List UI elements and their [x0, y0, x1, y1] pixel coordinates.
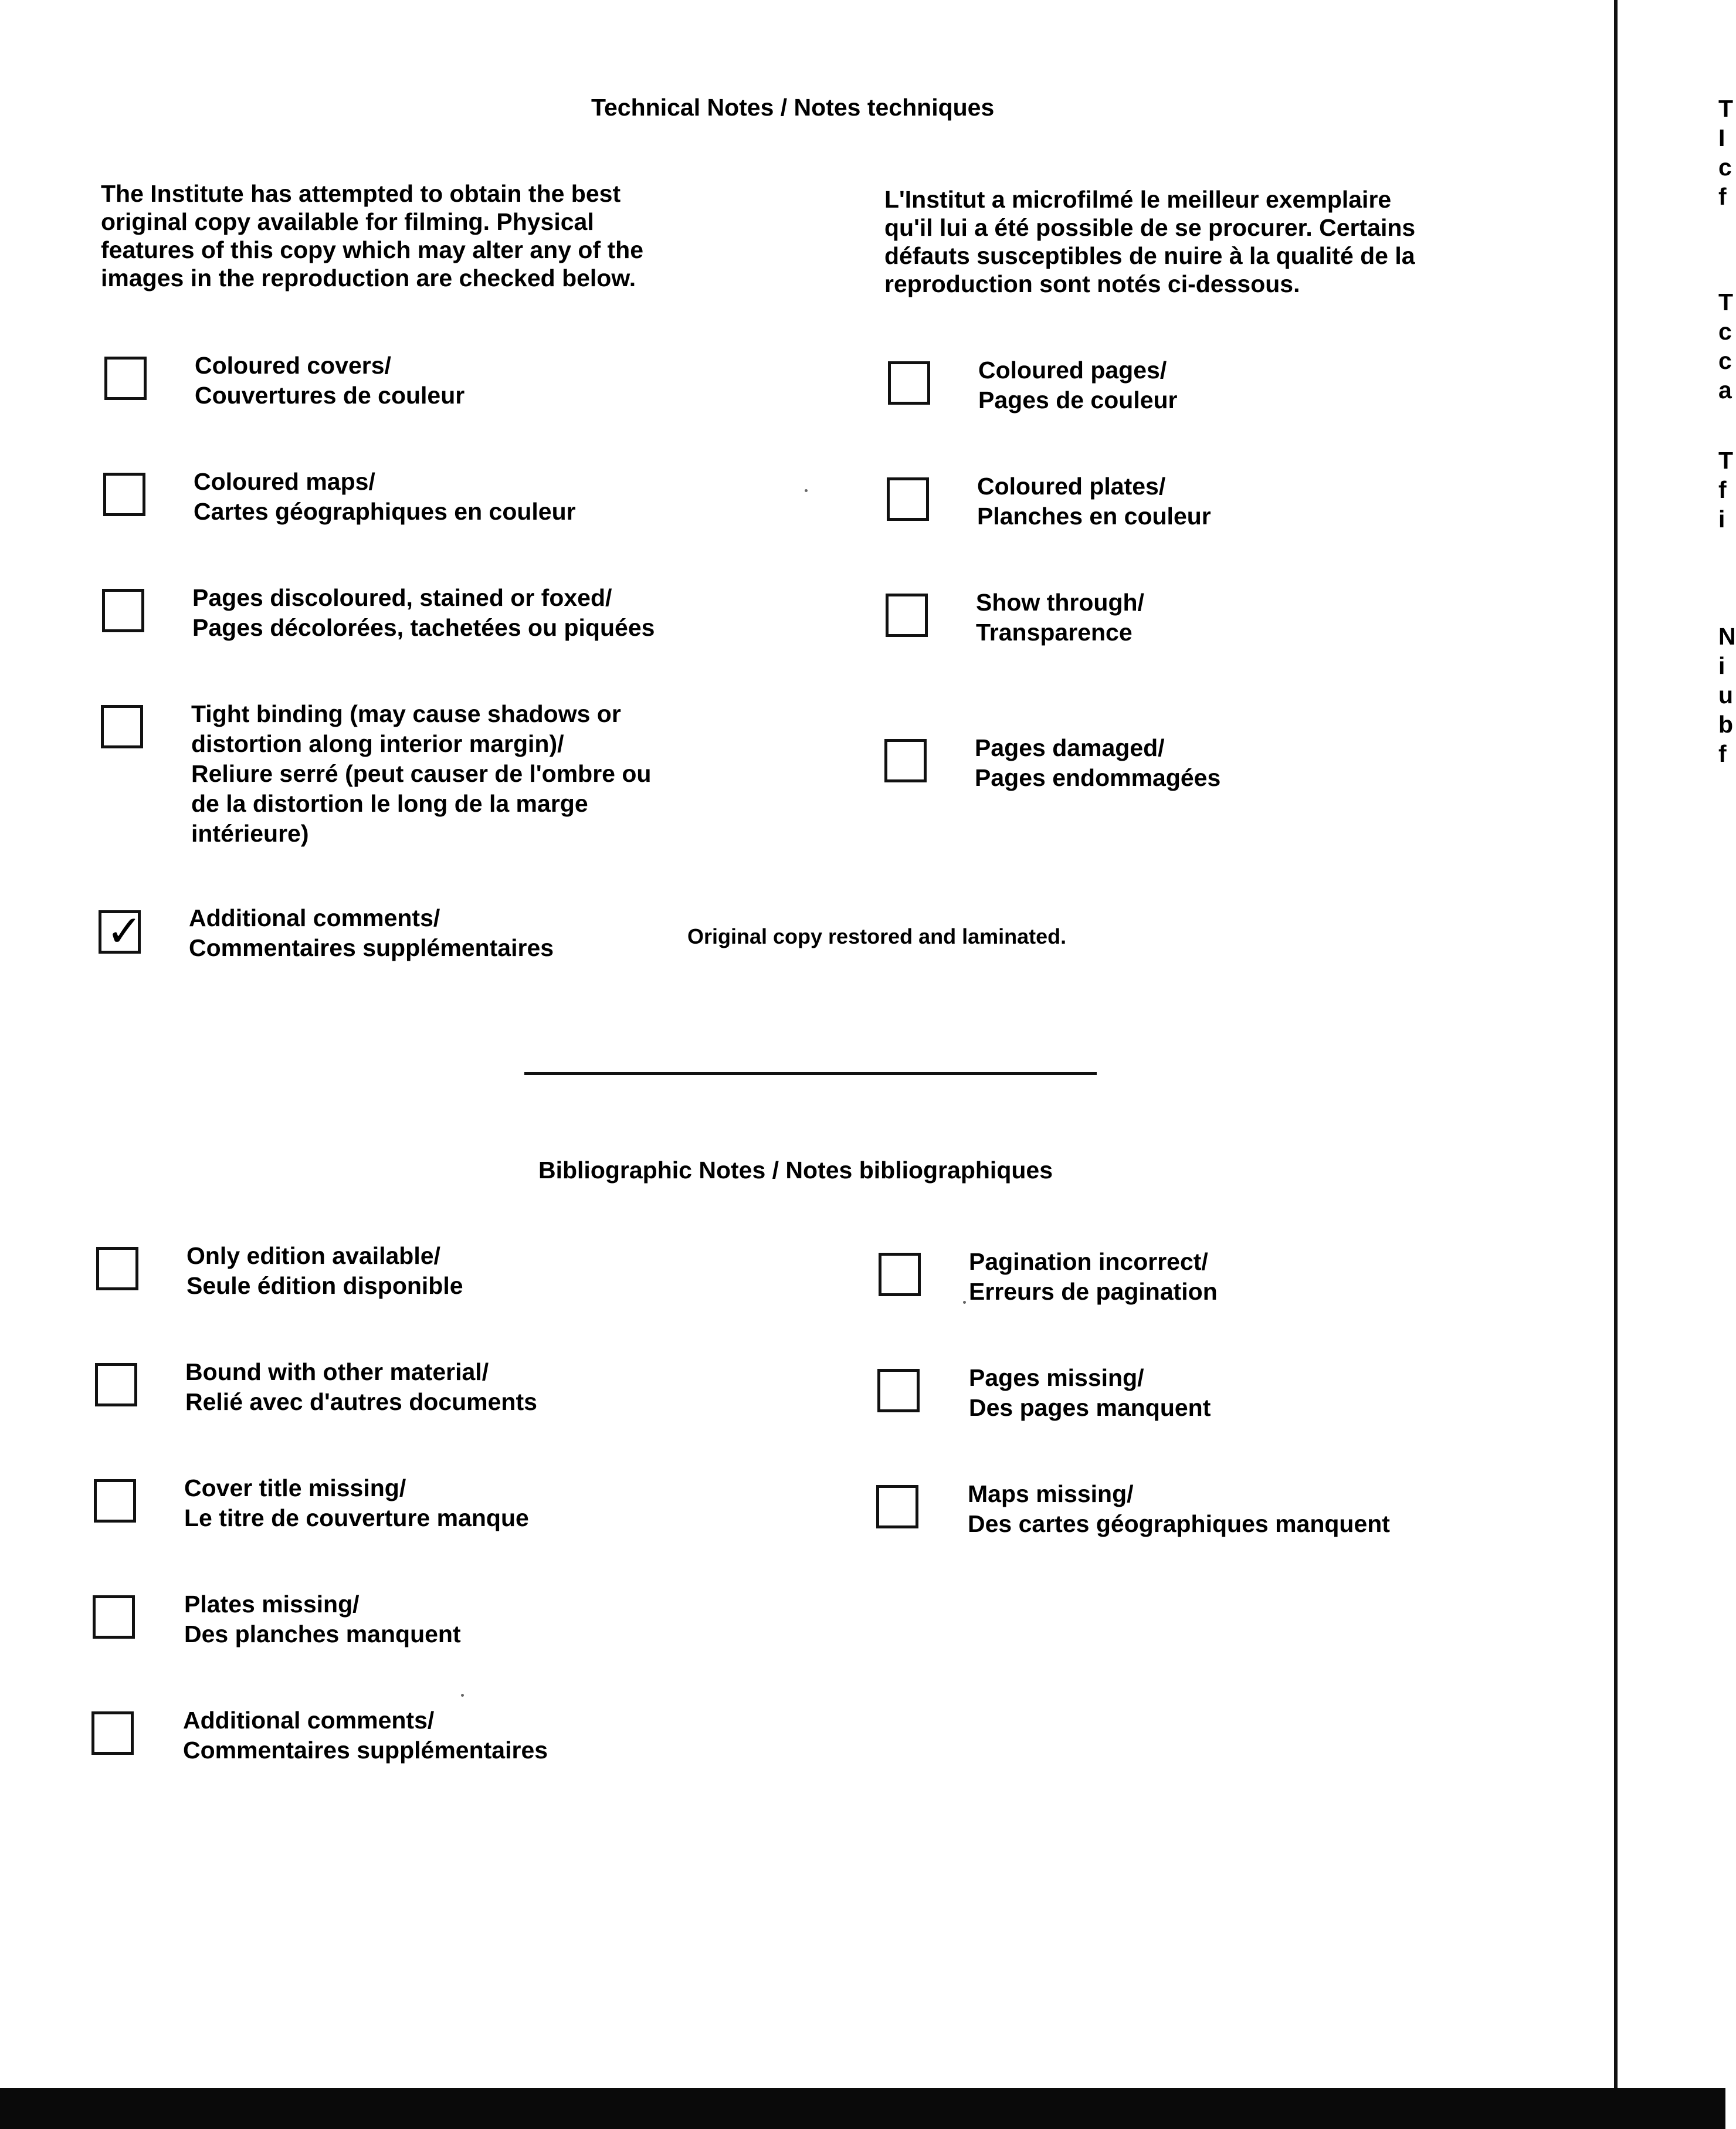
edge-fragment: T — [1718, 95, 1734, 122]
label-line: Maps missing/ — [968, 1480, 1134, 1507]
label-line: Transparence — [976, 619, 1133, 646]
label-line: Additional comments/ — [183, 1707, 435, 1734]
bottom-film-band — [0, 2088, 1725, 2129]
intro-english — [101, 179, 643, 292]
tight-binding-checkbox[interactable] — [101, 705, 143, 748]
additional-comments-checkbox-checked[interactable] — [99, 906, 143, 957]
intro-en-line: original copy available for filming. Physical — [101, 208, 594, 235]
bibliographic-notes-title: Bibliographic Notes / Notes bibliographiques — [538, 1157, 1053, 1184]
only-edition-checkbox[interactable] — [96, 1247, 138, 1290]
label-line: Reliure serré (peut causer de l'ombre ou — [191, 760, 652, 787]
edge-fragment: N — [1718, 623, 1736, 650]
label-line: Planches en couleur — [977, 503, 1211, 530]
bound-with-checkbox[interactable] — [95, 1363, 137, 1406]
additional-comments-label — [189, 903, 554, 963]
edge-fragment: T — [1718, 447, 1734, 474]
show-through-label — [976, 588, 1144, 647]
edge-fragment: c — [1718, 347, 1732, 374]
label-line: Pages de couleur — [978, 387, 1178, 413]
label-line: Commentaires supplémentaires — [189, 934, 554, 961]
edge-fragment: I — [1718, 124, 1725, 151]
coloured-pages-checkbox[interactable] — [888, 361, 930, 405]
label-line: Coloured covers/ — [195, 352, 391, 379]
intro-fr-line: qu'il lui a été possible de se procurer. Certains — [884, 214, 1416, 241]
intro-en-line: The Institute has attempted to obtain the best — [101, 180, 621, 207]
label-line: Relié avec d'autres documents — [185, 1388, 537, 1415]
label-line: Coloured maps/ — [194, 468, 375, 495]
edge-fragment: i — [1718, 506, 1725, 533]
edge-fragment: i — [1718, 652, 1725, 679]
maps-missing-checkbox[interactable] — [876, 1485, 918, 1528]
label-line: intérieure) — [191, 820, 309, 847]
edge-fragment: T — [1718, 289, 1734, 316]
label-line: Commentaires supplémentaires — [183, 1737, 548, 1764]
label-line: Des pages manquent — [969, 1394, 1211, 1421]
plates-missing-checkbox[interactable] — [93, 1595, 135, 1639]
label-line: Show through/ — [976, 589, 1144, 616]
pages-damaged-label — [975, 733, 1220, 793]
intro-en-line: images in the reproduction are checked below. — [101, 265, 636, 291]
intro-fr-line: L'Institut a microfilmé le meilleur exemplaire — [884, 186, 1392, 213]
technical-notes-title: Technical Notes / Notes techniques — [591, 94, 995, 121]
additional-comment-value: Original copy restored and laminated. — [687, 924, 1067, 948]
coloured-maps-label — [194, 467, 576, 527]
speck — [963, 1301, 966, 1304]
label-line: Only edition available/ — [187, 1242, 440, 1269]
show-through-checkbox[interactable] — [886, 594, 928, 637]
label-line: Pages discoloured, stained or foxed/ — [192, 584, 612, 611]
pages-discoloured-checkbox[interactable] — [102, 589, 144, 632]
edge-fragment: f — [1718, 740, 1727, 767]
tight-binding-label — [191, 699, 651, 849]
bound-with-label — [185, 1357, 537, 1417]
coloured-covers-checkbox[interactable] — [104, 357, 147, 400]
label-line: Bound with other material/ — [185, 1358, 489, 1385]
edge-fragment: c — [1718, 154, 1732, 181]
label-line: Additional comments/ — [189, 904, 440, 931]
coloured-maps-checkbox[interactable] — [103, 473, 145, 516]
coloured-pages-label — [978, 355, 1178, 415]
pages-damaged-checkbox[interactable] — [884, 739, 927, 782]
pages-missing-checkbox[interactable] — [877, 1369, 920, 1412]
label-line: distortion along interior margin)/ — [191, 730, 564, 757]
label-line: Seule édition disponible — [187, 1272, 463, 1299]
label-line: Cartes géographiques en couleur — [194, 498, 576, 525]
pages-missing-label — [969, 1363, 1211, 1423]
only-edition-label — [187, 1241, 463, 1301]
intro-en-line: features of this copy which may alter any of the — [101, 236, 644, 263]
label-line: Pages missing/ — [969, 1364, 1144, 1391]
label-line: Tight binding (may cause shadows or — [191, 700, 621, 727]
label-line: Des cartes géographiques manquent — [968, 1510, 1390, 1537]
label-line: Pagination incorrect/ — [969, 1248, 1208, 1275]
intro-french — [884, 185, 1415, 298]
bib-additional-comments-label — [183, 1706, 548, 1765]
pagination-incorrect-label — [969, 1247, 1218, 1307]
label-line: Erreurs de pagination — [969, 1278, 1218, 1305]
pagination-incorrect-checkbox[interactable] — [879, 1253, 921, 1296]
label-line: de la distortion le long de la marge — [191, 790, 588, 817]
intro-fr-line: reproduction sont notés ci-dessous. — [884, 270, 1300, 297]
label-line: Pages décolorées, tachetées ou piquées — [192, 614, 655, 641]
label-line: Cover title missing/ — [184, 1474, 406, 1501]
edge-fragment: c — [1718, 318, 1732, 345]
plates-missing-label — [184, 1589, 461, 1649]
label-line: Des planches manquent — [184, 1621, 461, 1647]
pages-discoloured-label — [192, 583, 655, 643]
edge-fragment: f — [1718, 476, 1727, 503]
label-line: Pages damaged/ — [975, 734, 1165, 761]
right-page-edge-line — [1614, 0, 1618, 2088]
edge-fragment: u — [1718, 682, 1734, 708]
checkmark-icon: ✓ — [106, 906, 143, 957]
edge-fragment: b — [1718, 711, 1734, 738]
label-line: Pages endommagées — [975, 764, 1221, 791]
edge-fragment: a — [1718, 377, 1732, 404]
cover-title-missing-label — [184, 1473, 529, 1533]
cover-title-missing-checkbox[interactable] — [94, 1479, 136, 1523]
section-divider — [524, 1072, 1097, 1075]
label-line: Plates missing/ — [184, 1591, 360, 1618]
coloured-plates-label — [977, 472, 1211, 531]
coloured-plates-checkbox[interactable] — [887, 477, 929, 521]
bib-additional-comments-checkbox[interactable] — [91, 1711, 134, 1755]
label-line: Le titre de couverture manque — [184, 1504, 529, 1531]
coloured-covers-label — [195, 351, 464, 411]
label-line: Coloured pages/ — [978, 357, 1167, 384]
maps-missing-label — [968, 1479, 1390, 1539]
intro-fr-line: défauts susceptibles de nuire à la qualité de la — [884, 242, 1415, 269]
speck — [805, 489, 808, 492]
label-line: Couvertures de couleur — [195, 382, 465, 409]
label-line: Coloured plates/ — [977, 473, 1166, 500]
edge-fragment: f — [1718, 183, 1727, 210]
speck — [461, 1694, 464, 1697]
